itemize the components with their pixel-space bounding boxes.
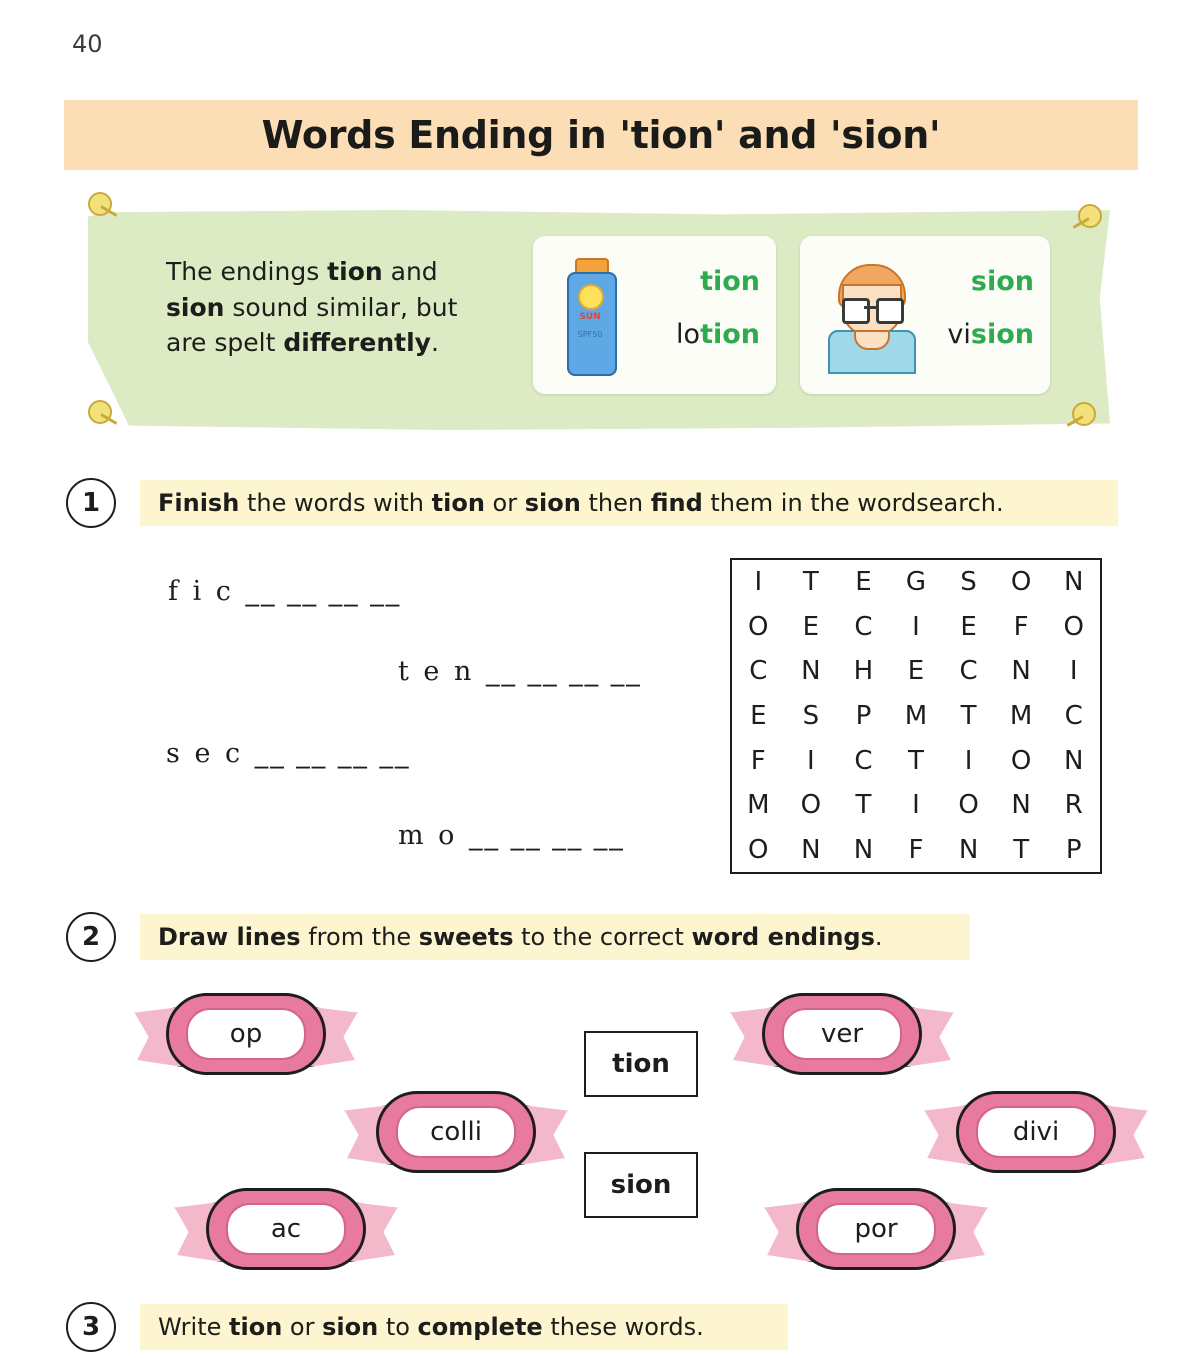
ending-box-tion[interactable]: tion [584,1031,698,1097]
wordsearch-cell[interactable]: C [959,656,978,687]
page-number: 40 [72,30,103,58]
info-text-part3: sound similar, but are spelt [166,292,458,357]
word-prompt-mo [398,820,625,851]
info-text-part1: The endings [166,257,328,286]
sweet-label: op [186,1008,306,1060]
bottle-label: SUN [579,312,601,322]
sweet-label: ac [226,1203,346,1255]
sweet-ver[interactable] [728,993,956,1075]
ending-box-sion[interactable]: sion [584,1152,698,1218]
word-prompt-stem-1: f i c [168,576,234,607]
example-ending-sion: sion [970,266,1034,297]
word-prompt-stem-4: m o [398,820,458,851]
info-bold-differently: differently [283,328,431,357]
sweet-body [166,993,326,1075]
wordsearch-cell[interactable]: I [754,567,763,598]
example-words-tion [676,266,760,350]
info-banner [78,196,1120,444]
wordsearch-cell[interactable]: C [1064,700,1083,731]
wordsearch-cell[interactable]: E [750,700,767,731]
word-prompt-ten [398,656,642,687]
wordsearch-cell[interactable]: T [802,567,819,598]
example-word-lotion [676,319,760,350]
task-instruction-2-text: Draw lines from the sweets to the correct word endings. [158,923,883,951]
wordsearch-cell[interactable]: P [855,700,872,731]
info-text-part2: and [382,257,438,286]
wordsearch-cell[interactable]: C [854,745,873,776]
task-instruction-1 [140,480,1118,526]
sun-icon [578,284,604,310]
wordsearch-cell[interactable]: N [958,834,979,865]
sweet-label: colli [396,1106,516,1158]
wordsearch-cell[interactable]: I [912,790,920,821]
info-text-part4: . [430,328,439,357]
wordsearch-cell[interactable]: P [1065,834,1082,865]
wordsearch-cell[interactable]: C [749,656,768,687]
example-word-suffix-2: sion [970,319,1034,350]
sweet-ac[interactable] [172,1188,400,1270]
wordsearch-cell[interactable]: T [960,700,977,731]
sweet-label: por [816,1203,936,1255]
info-bold-tion: tion [327,257,383,286]
wordsearch-cell[interactable]: O [748,611,769,642]
pin-top-left-icon [84,188,118,222]
wordsearch-cell[interactable]: N [1011,656,1031,687]
info-bold-sion: sion [166,292,225,322]
wordsearch-cell[interactable]: O [800,790,822,821]
info-banner-text [166,254,496,361]
sweet-body [956,1091,1116,1173]
word-prompt-stem-2: t e n [398,656,475,687]
wordsearch-cell[interactable]: O [1063,611,1084,642]
wordsearch-cell[interactable]: I [912,611,920,642]
pin-bottom-right-icon [1066,398,1100,432]
wordsearch-cell[interactable]: E [855,567,872,598]
sweet-body [796,1188,956,1270]
sweet-body [762,993,922,1075]
word-prompt-blanks-2[interactable]: __ __ __ __ [485,656,642,687]
sweet-divi[interactable] [922,1091,1150,1173]
wordsearch-cell[interactable]: C [854,611,873,642]
page-title: Words Ending in 'tion' and 'sion' [261,113,941,157]
wordsearch-cell[interactable]: T [855,790,872,821]
task-instruction-3 [140,1304,788,1350]
wordsearch-cell[interactable]: M [1009,700,1033,731]
pin-bottom-left-icon [84,396,118,430]
wordsearch-cell[interactable]: O [958,790,979,821]
collar-shape [854,330,890,350]
glasses-icon [838,298,902,318]
example-word-prefix: lo [676,319,701,350]
wordsearch-cell[interactable]: G [905,567,927,598]
wordsearch-grid[interactable] [730,558,1102,874]
wordsearch-cell[interactable]: H [853,656,874,687]
wordsearch-cell[interactable]: F [1013,611,1029,642]
example-card-sion [800,236,1050,394]
sweet-body [376,1091,536,1173]
word-prompt-fic [168,576,401,607]
wordsearch-cell[interactable]: F [750,745,766,776]
example-ending-tion: tion [700,266,760,297]
sunscreen-bottle-icon [561,258,619,374]
wordsearch-cell[interactable]: S [802,700,820,731]
sweet-colli[interactable] [342,1091,570,1173]
wordsearch-cell[interactable]: N [1063,745,1084,776]
wordsearch-cell[interactable]: R [1064,790,1083,821]
wordsearch-cell[interactable]: M [747,790,770,821]
wordsearch-cell[interactable]: S [960,567,977,598]
wordsearch-cell[interactable]: N [801,656,821,687]
word-prompt-sec [166,738,410,769]
wordsearch-cell[interactable]: N [801,834,821,865]
wordsearch-cell[interactable]: I [1069,656,1078,687]
wordsearch-cell[interactable]: I [964,745,973,776]
wordsearch-cell[interactable]: O [748,834,769,865]
sweet-por[interactable] [762,1188,990,1270]
bottle-label-secondary: SPF50 [577,330,603,339]
wordsearch-cell[interactable]: O [1010,567,1032,598]
word-prompt-stem-3: s e c [166,738,244,769]
glasses-bridge [864,306,876,309]
sweet-body [206,1188,366,1270]
example-word-prefix-2: vi [947,319,971,350]
task-instruction-3-text: Write tion or sion to complete these words. [158,1313,704,1341]
page-title-banner [64,100,1138,170]
wordsearch-cell[interactable]: I [807,745,815,776]
glasses-lens-left [842,298,870,324]
wordsearch-cell[interactable]: N [1063,567,1084,598]
boy-with-glasses-icon [824,264,916,370]
sweet-label: divi [976,1106,1096,1158]
wordsearch-cell[interactable]: E [960,611,977,642]
task-instruction-2 [140,914,970,960]
task-instruction-1-text: Finish the words with tion or sion then find them in the wordsearch. [158,489,1004,517]
wordsearch-cell[interactable]: M [904,700,928,731]
wordsearch-cell[interactable]: N [853,834,874,865]
sweet-op[interactable] [132,993,360,1075]
wordsearch-cell[interactable]: E [907,656,925,687]
word-prompt-blanks-1[interactable]: __ __ __ __ [245,576,402,607]
example-card-tion [533,236,776,394]
wordsearch-cell[interactable]: T [1013,834,1030,865]
word-prompt-blanks-3[interactable]: __ __ __ __ [254,738,411,769]
wordsearch-cell[interactable]: F [908,834,924,865]
word-prompt-blanks-4[interactable]: __ __ __ __ [469,820,625,851]
wordsearch-cell[interactable]: N [1011,790,1031,821]
example-word-suffix: tion [700,319,760,350]
glasses-lens-right [876,298,904,324]
example-words-sion [947,266,1034,350]
task-number-3: 3 [66,1302,116,1352]
wordsearch-cell[interactable]: T [908,745,924,776]
task-number-2: 2 [66,912,116,962]
wordsearch-cell[interactable]: E [802,611,820,642]
example-word-vision [947,319,1034,350]
sweet-label: ver [782,1008,902,1060]
pin-top-right-icon [1072,200,1106,234]
wordsearch-cell[interactable]: O [1010,745,1032,776]
task-number-1: 1 [66,478,116,528]
